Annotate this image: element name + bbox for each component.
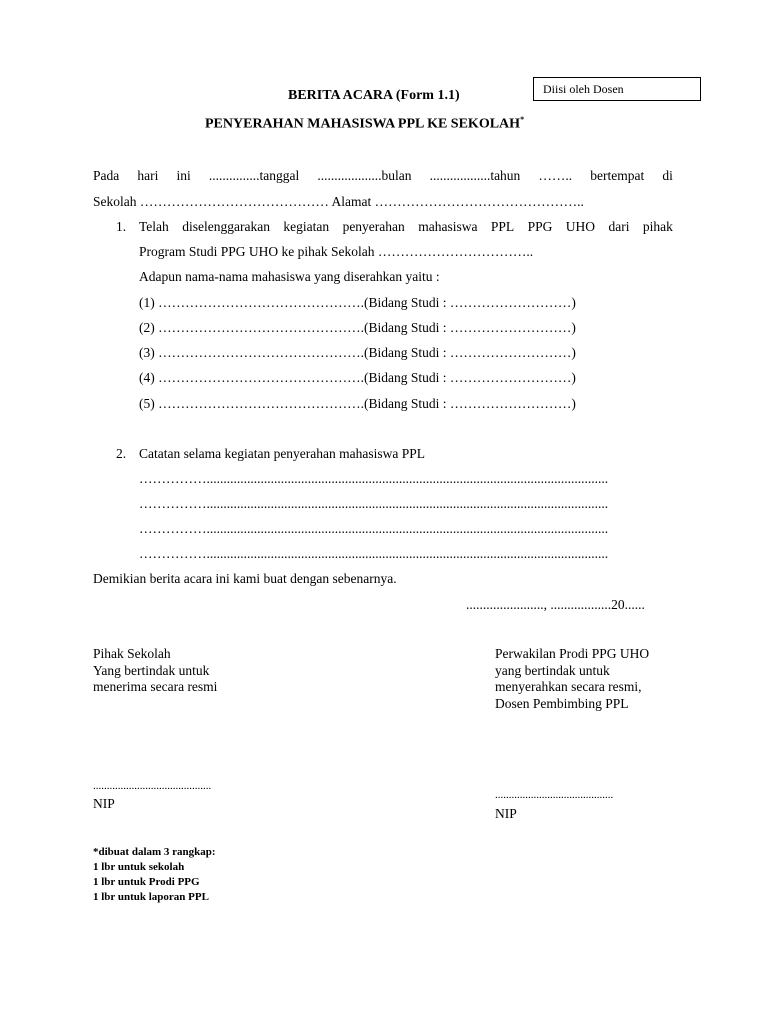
note-line: ……………....................................................................................................................... [139,496,609,511]
note-line: ……………....................................................................................................................... [139,521,609,536]
item1-word: Telah [139,219,169,234]
intro-word: Pada [93,168,120,183]
student-line: (5) ……………………………………….(Bidang Studi : ………………………) [139,396,576,411]
item1-word: mahasiswa [418,219,478,234]
intro-word: di [662,168,673,183]
footnote-line: 1 lbr untuk Prodi PPG [93,876,200,888]
right-sig-line: menyerahkan secara resmi, [495,679,642,694]
right-nip: NIP [495,806,517,821]
form-title: BERITA ACARA (Form 1.1) [288,88,460,103]
item1-line-2: Program Studi PPG UHO ke pihak Sekolah …………………………….. [139,244,534,259]
item1-number: 1. [116,219,127,234]
left-sig-line: Yang bertindak untuk [93,663,210,678]
intro-word: ini [176,168,191,183]
student-line: (2) ……………………………………….(Bidang Studi : ………………………) [139,320,576,335]
intro-word: ..................tahun [429,168,521,183]
item1-word: dari [608,219,630,234]
item1-word: kegiatan [283,219,330,234]
student-line: (3) ……………………………………….(Bidang Studi : ………………………) [139,345,576,360]
note-line: ……………....................................................................................................................... [139,546,609,561]
item2-text: Catatan selama kegiatan penyerahan mahasiswa PPL [139,446,426,461]
item1-word: pihak [642,219,673,234]
item1-line-1 [139,219,673,235]
student-line: (1) ……………………………………….(Bidang Studi : ………………………) [139,295,576,310]
left-sig-line: menerima secara resmi [93,679,218,694]
lecturer-fill-box [533,77,701,101]
left-nip: NIP [93,796,115,811]
intro-word: ...................bulan [317,168,412,183]
left-sig-title: Pihak Sekolah [93,646,171,661]
item1-word: PPL [490,219,515,234]
item1-word: diselenggarakan [182,219,270,234]
item1-word: PPG [527,219,553,234]
intro-word: bertempat [590,168,645,183]
right-sig-line: Dosen Pembimbing PPL [495,696,629,711]
item2-number: 2. [116,446,127,461]
intro-line-2: Sekolah …………………………………… Alamat ……………………………………….. [93,194,584,209]
right-sig-dots: ........................................... [495,789,614,801]
item1-line-3: Adapun nama-nama mahasiswa yang diserahkan yaitu : [139,269,440,284]
intro-line-1 [93,168,673,184]
note-line: ……………....................................................................................................................... [139,471,609,486]
footnote-line: *dibuat dalam 3 rangkap: [93,846,216,858]
footnote-line: 1 lbr untuk sekolah [93,861,185,873]
student-line: (4) ……………………………………….(Bidang Studi : ………………………) [139,370,576,385]
intro-word: ...............tanggal [208,168,300,183]
date-line: ......................., ..................20...... [466,597,645,612]
form-subtitle: PENYERAHAN MAHASISWA PPL KE SEKOLAH* [205,115,525,132]
right-sig-line: yang bertindak untuk [495,663,610,678]
item1-word: UHO [565,219,596,234]
footnote-line: 1 lbr untuk laporan PPL [93,891,209,903]
closing-statement: Demikian berita acara ini kami buat dengan sebenarnya. [93,571,397,586]
item1-word: penyerahan [342,219,405,234]
box-label: Diisi oleh Dosen [543,82,624,96]
intro-word: …….. [538,168,573,183]
intro-word: hari [137,168,159,183]
right-sig-title: Perwakilan Prodi PPG UHO [495,646,650,661]
left-sig-dots: ........................................... [93,780,212,792]
